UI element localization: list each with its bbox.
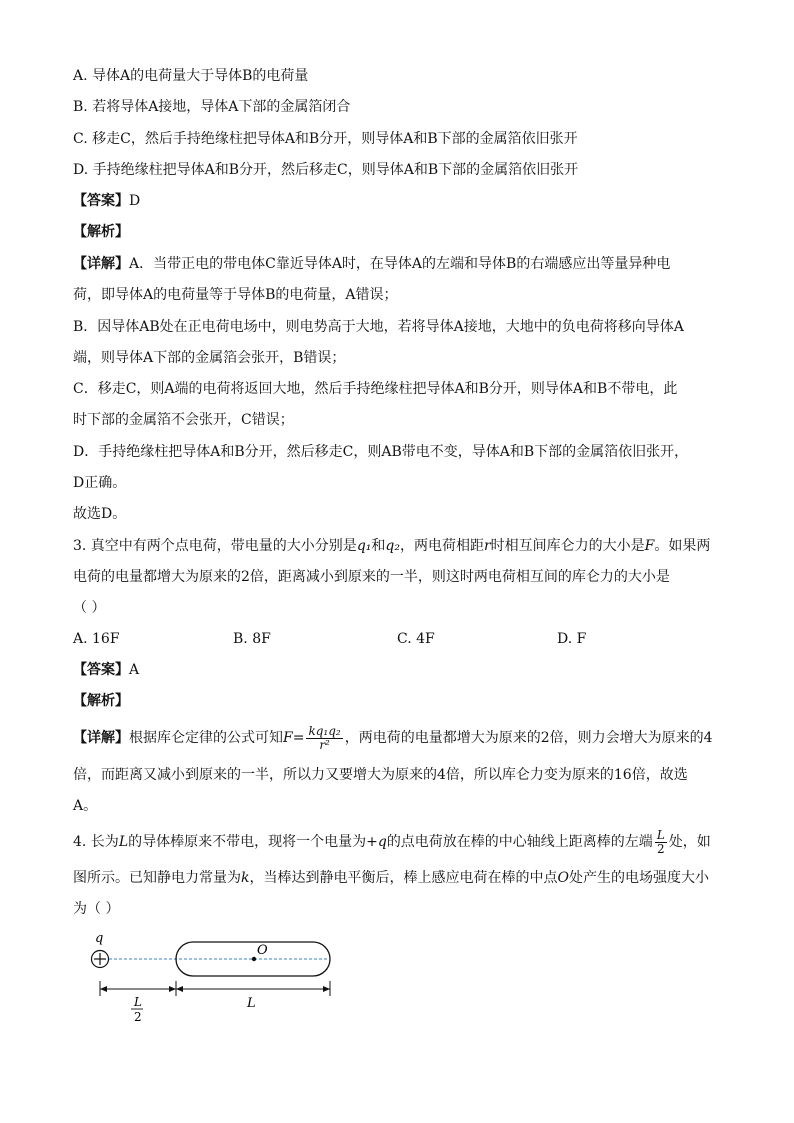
- question-3-stem-line: 3. 真空中有两个点电荷，带电量的大小分别是q₁和q₂，两电荷相距r时相互间库仑力的大小是F。如果两: [73, 538, 711, 554]
- coulomb-formula: $\frac{\text{kq₁q₂}}{\text{r²}}$: [308, 723, 341, 752]
- detail-line: C．移走C，则A端的电荷将返回大地，然后手持绝缘柱把导体A和B分开，则导体A和B不带电，此: [73, 381, 678, 397]
- var-r: r: [483, 538, 491, 554]
- answer-tag: 【答案】: [73, 193, 129, 209]
- arrowhead: [176, 986, 183, 992]
- detail-line: 端，则导体A下部的金属箔会张开，B错误；: [73, 350, 346, 366]
- var-q1: q₁: [356, 538, 372, 554]
- center-label: O: [257, 943, 268, 958]
- detail-line: D．手持绝缘柱把导体A和B分开，然后移走C，则AB带电不变，导体A和B下部的金属箔依旧张开，: [73, 444, 689, 460]
- detail-text: A．当带正电的带电体C靠近导体A时，在导体A的左端和导体B的右端感应出等量异种电: [129, 256, 671, 272]
- detail-line: [73, 254, 670, 274]
- dim-right-label: L: [247, 996, 256, 1011]
- q3-detail-line: 【详解】根据库仑定律的公式可知F= $\frac{\text{kq₁q₂}}{\text{r²}}$ ，两电荷的电量都增大为原来的2倍，则力会增大为原来的4: [73, 723, 713, 752]
- option-c: C. 移走C，然后手持绝缘柱把导体A和B分开，则导体A和B下部的金属箔依旧张开: [73, 131, 578, 147]
- q3-detail-line: 倍，而距离又减小到原来的一半，所以力又要增大为原来的4倍，所以库仑力变为原来的16倍，故选: [73, 767, 688, 783]
- arrowhead: [323, 986, 330, 992]
- q3-answer-value: A: [129, 662, 140, 678]
- q3-option-c: C. 4F: [397, 631, 435, 647]
- dim-left-denominator: 2: [134, 1010, 142, 1024]
- detail-line: B．因导体AB处在正电荷电场中，则电势高于大地，若将导体A接地，大地中的负电荷将移向导体A: [73, 319, 684, 335]
- q3-answer-line: 【答案】A: [73, 662, 140, 678]
- arrowhead: [100, 986, 107, 992]
- var-q2: q₂: [385, 538, 400, 554]
- answer-value: D: [129, 193, 141, 209]
- option-a: A. 导体A的电荷量大于导体B的电荷量: [73, 68, 309, 84]
- question-4-stem-line: 4. 长为L的导体棒原来不带电，现将一个电量为+q的点电荷放在棒的中心轴线上距离棒的左端 $\frac{L}{2}$ 处，如: [73, 827, 711, 856]
- arrowhead: [169, 986, 176, 992]
- detail-tag: 【详解】: [73, 256, 129, 272]
- answer-line: [73, 191, 140, 211]
- dim-left-numerator: L: [134, 995, 142, 1009]
- detail-line: 时下部的金属箔不会张开，C错误；: [73, 412, 294, 428]
- half-length-fraction: $\frac{L}{2}$: [656, 827, 665, 856]
- center-point: [252, 957, 256, 961]
- question-4-stem-line: 图所示。已知静电力常量为k，当棒达到静电平衡后，棒上感应电荷在棒的中点O处产生的电场强度大小: [73, 870, 709, 886]
- q3-option-d: D. F: [557, 631, 587, 647]
- question-3-blank: （ ）: [73, 600, 106, 616]
- detail-line: 荷，即导体A的电荷量等于导体B的电荷量，A错误；: [73, 287, 398, 303]
- q3-analysis-tag: 【解析】: [73, 693, 129, 709]
- formula-lhs: F=: [283, 730, 305, 746]
- q3-option-b: B. 8F: [233, 631, 271, 647]
- detail-line: D正确。: [73, 475, 127, 491]
- q3-detail-line: A。: [73, 798, 98, 814]
- charge-label: q: [95, 931, 104, 946]
- question-4-blank: 为（ ）: [73, 901, 120, 917]
- var-F: F: [644, 538, 655, 554]
- option-b: B. 若将导体A接地，导体A下部的金属箔闭合: [73, 99, 351, 115]
- analysis-tag: 【解析】: [73, 224, 129, 240]
- question-3-stem-line: 电荷的电量都增大为原来的2倍，距离减小到原来的一半，则这时两电荷相互间的库仑力的大小是: [73, 569, 670, 585]
- conclusion-line: 故选D。: [73, 506, 127, 522]
- option-d: D. 手持绝缘柱把导体A和B分开，然后移走C，则导体A和B下部的金属箔依旧张开: [73, 162, 579, 178]
- q3-option-a: A. 16F: [73, 631, 120, 647]
- rod-charge-figure: [80, 926, 350, 1026]
